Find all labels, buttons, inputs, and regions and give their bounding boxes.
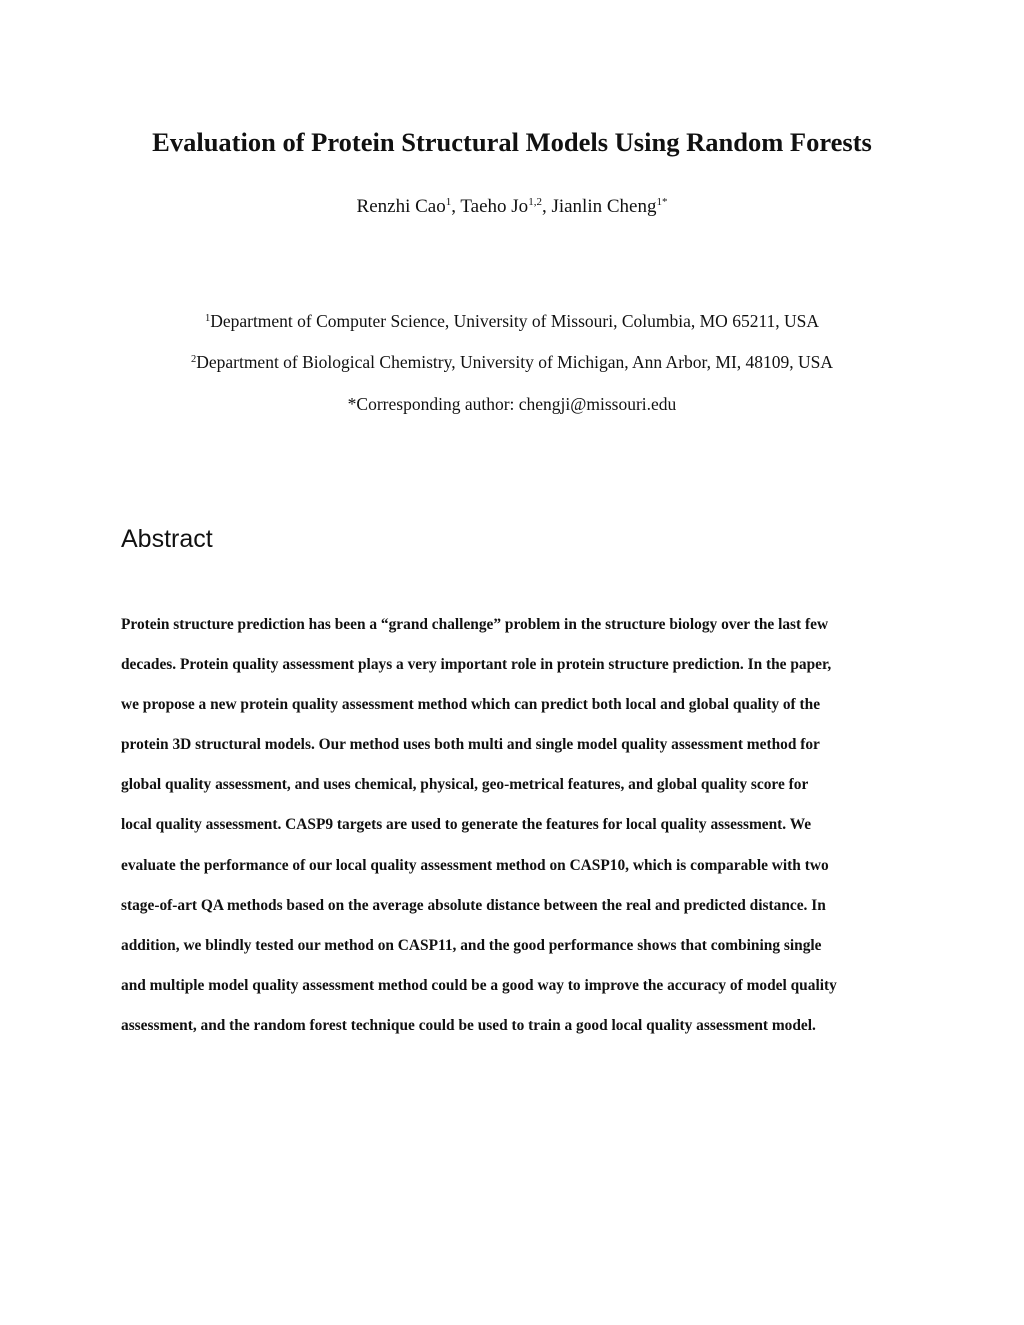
abstract-line: global quality assessment, and uses chemical, physical, geo-metrical features, and global quality score for	[121, 776, 809, 794]
author-separator: ,	[541, 196, 552, 217]
affiliation	[0, 352, 1024, 373]
author-name: Jianlin Cheng	[551, 196, 657, 217]
affiliation	[0, 311, 1024, 332]
author-separator: ,	[451, 196, 461, 217]
abstract-line: evaluate the performance of our local quality assessment method on CASP10, which is comparable with two	[121, 856, 829, 874]
abstract-line: we propose a new protein quality assessment method which can predict both local and global quality of the	[121, 696, 821, 714]
abstract-heading: Abstract	[121, 525, 213, 553]
affiliation-text: Department of Biological Chemistry, University of Michigan, Ann Arbor, MI, 48109, USA	[196, 352, 834, 372]
affiliation-marker: 2	[190, 354, 197, 365]
corresponding-author: *Corresponding author: chengji@missouri.edu	[347, 394, 677, 414]
abstract-line: decades. Protein quality assessment plays a very important role in protein structure prediction. In the paper,	[121, 656, 832, 674]
abstract-line: Protein structure prediction has been a “grand challenge” problem in the structure biology over the last few	[121, 616, 829, 633]
abstract-line: stage-of-art QA methods based on the average absolute distance between the real and predicted distance. In	[121, 896, 826, 914]
abstract-line: addition, we blindly tested our method on CASP11, and the good performance shows that combining single	[121, 936, 822, 954]
author-affiliation-marker: 1	[445, 196, 452, 208]
author-name: Taeho Jo	[460, 196, 529, 217]
abstract-body	[121, 613, 921, 1054]
author-affiliation-marker: 1*	[656, 196, 668, 208]
affiliation-text: Department of Computer Science, University of Missouri, Columbia, MO 65211, USA	[210, 311, 820, 331]
author-list	[0, 196, 1024, 218]
abstract-line: local quality assessment. CASP9 targets are used to generate the features for local quality assessment. We	[121, 816, 812, 834]
affiliation-marker: 1	[204, 313, 211, 324]
abstract-line: and multiple model quality assessment method could be a good way to improve the accuracy of model quality	[121, 976, 837, 994]
author-name: Renzhi Cao	[356, 196, 446, 217]
abstract-line: assessment, and the random forest technique could be used to train a good local quality assessment model.	[121, 1016, 816, 1034]
paper-title: Evaluation of Protein Structural Models Using Random Forests	[152, 127, 872, 157]
author-affiliation-marker: 1,2	[528, 196, 542, 208]
abstract-line: protein 3D structural models. Our method uses both multi and single model quality assessment method for	[121, 736, 820, 754]
